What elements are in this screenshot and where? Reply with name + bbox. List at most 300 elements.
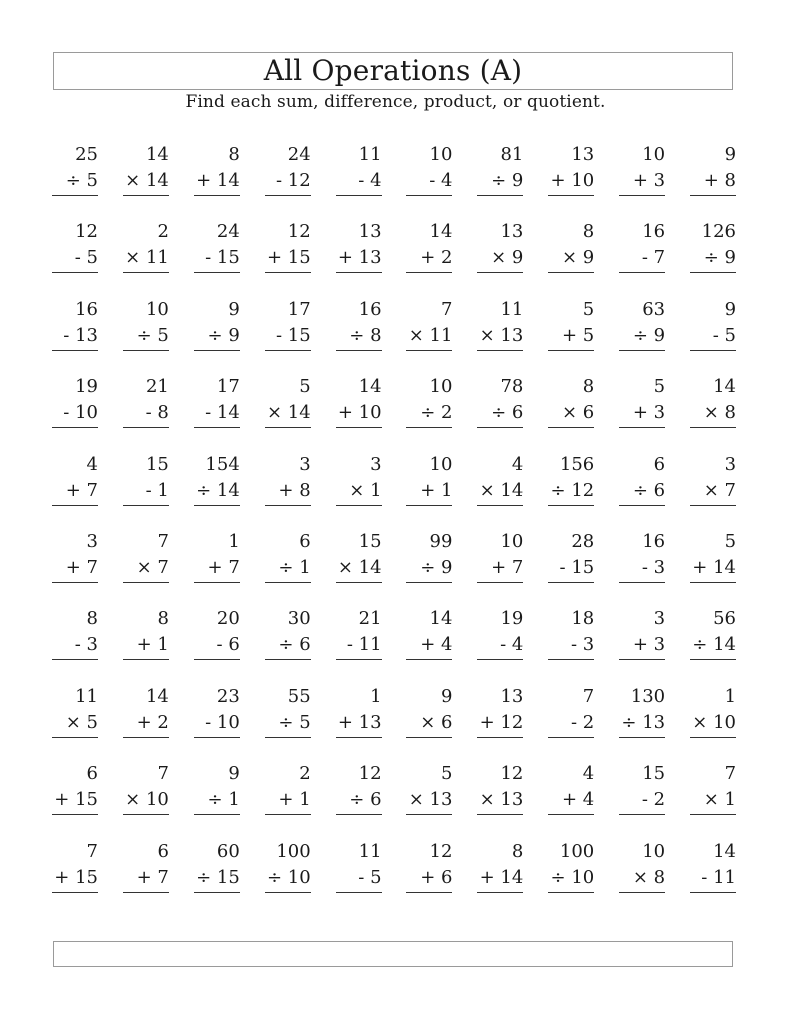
problem [690,761,736,838]
problem-top-number: 8 [86,608,98,630]
problem [123,684,169,761]
problem-operator-line: + 8 [265,478,311,506]
problem-operator-line: × 8 [619,865,665,893]
problem-operator-line: + 12 [477,710,523,738]
problem-operator-line: - 14 [194,400,240,428]
problem-operator-line: ÷ 6 [336,787,382,815]
problem-operator-line: + 7 [194,555,240,583]
problem-top-number: 11 [358,144,382,165]
problem-operator-line: × 9 [548,245,594,273]
problem [477,142,523,219]
problem [690,374,736,451]
problem [52,374,98,451]
problem [123,219,169,296]
title-box [53,52,733,90]
problem-grid [52,142,738,916]
problem [619,684,665,761]
problem [52,839,98,916]
problem-top-number: 14 [429,221,453,243]
problem-top-number: 11 [358,840,382,862]
problem [265,452,311,529]
problem [123,839,169,916]
problem [477,839,523,916]
problem [265,142,311,219]
problem [690,452,736,529]
problem-top-number: 12 [287,221,311,243]
problem-row [52,142,738,219]
problem [265,761,311,838]
problem-top-number: 63 [642,298,666,320]
problem-top-number: 10 [429,453,453,475]
problem [194,142,240,219]
problem-operator-line: - 8 [123,400,169,428]
problem-operator-line: + 7 [52,478,98,506]
problem-top-number: 15 [358,530,382,552]
problem-operator-line: - 2 [548,710,594,738]
problem-operator-line: - 4 [336,168,382,196]
problem-operator-line: ÷ 10 [548,865,594,893]
problem [52,142,98,219]
problem-operator-line: + 2 [123,710,169,738]
problem-operator-line: + 7 [477,555,523,583]
problem-top-number: 10 [429,376,453,398]
problem-operator-line: - 11 [690,865,736,893]
problem-row [52,452,738,529]
problem-operator-line: × 10 [690,710,736,738]
problem [619,219,665,296]
problem-operator-line: ÷ 14 [690,632,736,660]
problem [336,219,382,296]
problem [123,374,169,451]
problem [194,529,240,606]
problem-top-number: 11 [500,298,524,320]
problem-top-number: 9 [228,298,240,320]
problem-operator-line: ÷ 6 [265,632,311,660]
problem-operator-line: + 7 [52,555,98,583]
problem-operator-line: ÷ 6 [477,400,523,428]
problem-operator-line: - 13 [52,323,98,351]
problem-top-number: 19 [500,608,524,630]
problem [406,297,452,374]
problem-operator-line: - 4 [477,632,523,660]
problem-operator-line: + 15 [52,787,98,815]
problem-top-number: 21 [358,608,382,630]
problem [123,761,169,838]
problem [336,684,382,761]
problem-operator-line: ÷ 13 [619,710,665,738]
problem-top-number: 19 [75,376,98,398]
problem-top-number: 10 [429,144,453,165]
problem-operator-line: + 3 [619,400,665,428]
problem [548,684,594,761]
problem-operator-line: + 14 [690,555,736,583]
problem [619,142,665,219]
problem-top-number: 8 [582,376,595,398]
problem-top-number: 5 [724,530,737,552]
problem [265,529,311,606]
problem-operator-line: × 5 [52,710,98,738]
problem-operator-line: - 1 [123,478,169,506]
problem-operator-line: + 1 [406,478,452,506]
problem [548,297,594,374]
problem [477,374,523,451]
problem-top-number: 2 [299,763,311,785]
problem-top-number: 78 [500,376,524,398]
problem-top-number: 1 [370,685,382,707]
problem-operator-line: × 11 [123,245,169,273]
problem-operator-line: - 5 [690,323,736,351]
problem-operator-line: + 13 [336,245,382,273]
problem [194,374,240,451]
problem-operator-line: ÷ 9 [619,323,665,351]
problem-operator-line: ÷ 14 [194,478,240,506]
problem-top-number: 5 [299,376,311,398]
problem-operator-line: ÷ 9 [690,245,736,273]
problem [619,452,665,529]
problem-top-number: 8 [511,840,524,862]
problem-top-number: 8 [228,144,240,165]
problem-top-number: 1 [228,530,240,552]
problem-operator-line: + 10 [548,168,594,196]
problem-operator-line: - 7 [619,245,665,273]
problem [52,219,98,296]
problem-top-number: 99 [429,530,453,552]
problem [265,374,311,451]
problem [194,452,240,529]
problem-operator-line: - 3 [619,555,665,583]
problem-operator-line: - 12 [265,168,311,196]
problem-operator-line: + 3 [619,168,665,196]
problem-operator-line: ÷ 15 [194,865,240,893]
problem-operator-line: - 15 [548,555,594,583]
problem-top-number: 25 [75,144,98,165]
problem [123,297,169,374]
problem [548,529,594,606]
problem-top-number: 5 [653,376,666,398]
problem-operator-line: + 14 [477,865,523,893]
problem-top-number: 14 [713,376,737,398]
problem-top-number: 14 [358,376,382,398]
problem-top-number: 15 [145,453,169,475]
problem-top-number: 24 [287,144,311,165]
problem-operator-line: - 3 [52,632,98,660]
problem-operator-line: + 8 [690,168,736,196]
problem [406,684,452,761]
problem-operator-line: + 14 [194,168,240,196]
problem [477,452,523,529]
problem [52,684,98,761]
problem [477,529,523,606]
problem [265,219,311,296]
problem-operator-line: ÷ 5 [52,168,98,196]
problem-top-number: 28 [571,530,595,552]
problem [406,529,452,606]
problem-operator-line: + 7 [123,865,169,893]
problem-top-number: 24 [216,221,240,243]
problem-operator-line: + 3 [619,632,665,660]
problem-operator-line: × 1 [690,787,736,815]
problem [406,142,452,219]
problem [619,297,665,374]
problem-row [52,374,738,451]
problem [406,606,452,683]
problem-top-number: 10 [145,298,169,320]
problem [123,452,169,529]
problem-top-number: 7 [86,840,98,862]
problem-top-number: 12 [75,221,98,243]
problem [265,839,311,916]
problem-top-number: 55 [287,685,311,707]
problem [52,529,98,606]
problem-top-number: 14 [713,840,737,862]
problem [52,452,98,529]
problem [690,839,736,916]
problem-top-number: 100 [559,840,595,862]
problem [194,297,240,374]
problem-top-number: 14 [145,144,169,165]
problem [548,374,594,451]
problem-top-number: 9 [441,685,453,707]
problem [477,606,523,683]
problem [406,374,452,451]
problem-row [52,606,738,683]
problem-top-number: 3 [299,453,311,475]
problem [336,839,382,916]
problem [548,606,594,683]
problem [123,142,169,219]
problem-operator-line: × 6 [548,400,594,428]
problem-operator-line: - 6 [194,632,240,660]
problem-top-number: 14 [429,608,453,630]
problem-top-number: 154 [205,453,240,475]
problem-top-number: 15 [642,763,666,785]
problem-row [52,684,738,761]
problem-top-number: 6 [653,453,666,475]
problem [194,684,240,761]
problem-operator-line: - 10 [52,400,98,428]
problem-operator-line: + 15 [265,245,311,273]
problem-operator-line: + 4 [548,787,594,815]
problem-top-number: 18 [571,608,595,630]
problem [619,529,665,606]
problem-top-number: 5 [441,763,453,785]
problem [619,761,665,838]
problem [477,297,523,374]
problem-top-number: 10 [642,144,666,165]
problem-top-number: 7 [441,298,453,320]
problem [194,606,240,683]
problem [477,219,523,296]
problem-operator-line: × 14 [123,168,169,196]
problem [265,606,311,683]
problem-operator-line: × 10 [123,787,169,815]
problem-top-number: 23 [216,685,240,707]
problem-top-number: 126 [701,221,737,243]
problem [690,684,736,761]
problem-top-number: 6 [157,840,169,862]
problem-operator-line: × 14 [336,555,382,583]
problem-operator-line: - 5 [336,865,382,893]
problem-operator-line: ÷ 6 [619,478,665,506]
problem-operator-line: ÷ 9 [477,168,523,196]
problem-operator-line: ÷ 12 [548,478,594,506]
problem-operator-line: + 4 [406,632,452,660]
problem-top-number: 130 [630,685,666,707]
problem-top-number: 16 [642,221,666,243]
problem [548,219,594,296]
problem [265,297,311,374]
problem [123,529,169,606]
problem [690,606,736,683]
problem-operator-line: + 2 [406,245,452,273]
problem-top-number: 3 [86,530,98,552]
problem-top-number: 7 [582,685,595,707]
problem-top-number: 13 [358,221,382,243]
problem [194,839,240,916]
problem-operator-line: × 8 [690,400,736,428]
problem-top-number: 20 [216,608,240,630]
problem-top-number: 13 [571,144,595,165]
problem-operator-line: × 13 [477,323,523,351]
problem-row [52,761,738,838]
problem-operator-line: + 10 [336,400,382,428]
problem-operator-line: + 1 [265,787,311,815]
problem-operator-line: ÷ 2 [406,400,452,428]
problem-operator-line: × 7 [123,555,169,583]
problem-top-number: 8 [157,608,169,630]
problem-top-number: 156 [559,453,595,475]
problem-operator-line: × 11 [406,323,452,351]
problem-top-number: 4 [511,453,524,475]
problem [265,684,311,761]
problem-operator-line: × 14 [477,478,523,506]
problem-operator-line: ÷ 9 [406,555,452,583]
problem-top-number: 12 [500,763,524,785]
problem-top-number: 11 [75,685,98,707]
problem-top-number: 16 [358,298,382,320]
problem-row [52,219,738,296]
problem [406,219,452,296]
problem-top-number: 8 [582,221,595,243]
problem-top-number: 3 [370,453,382,475]
problem-top-number: 1 [724,685,737,707]
problem-operator-line: - 15 [265,323,311,351]
problem-operator-line: + 6 [406,865,452,893]
problem-operator-line: ÷ 10 [265,865,311,893]
problem-operator-line: × 13 [477,787,523,815]
problem [336,606,382,683]
problem-operator-line: + 13 [336,710,382,738]
problem [52,297,98,374]
problem [548,761,594,838]
problem [194,219,240,296]
problem-operator-line: + 5 [548,323,594,351]
problem-row [52,839,738,916]
problem-top-number: 12 [429,840,453,862]
problem-top-number: 56 [713,608,737,630]
problem-top-number: 2 [157,221,169,243]
problem [336,761,382,838]
problem-top-number: 13 [500,685,524,707]
problem [690,529,736,606]
problem-top-number: 9 [228,763,240,785]
problem-top-number: 100 [276,840,311,862]
problem-top-number: 3 [653,608,666,630]
problem-top-number: 5 [582,298,595,320]
problem-top-number: 30 [287,608,311,630]
problem-top-number: 81 [500,144,524,165]
worksheet-instructions: Find each sum, difference, product, or quotient. [185,92,606,112]
problem-operator-line: - 15 [194,245,240,273]
problem-operator-line: + 1 [123,632,169,660]
problem-top-number: 13 [500,221,524,243]
problem-operator-line: - 3 [548,632,594,660]
problem-operator-line: × 13 [406,787,452,815]
problem-top-number: 6 [86,763,98,785]
problem [619,374,665,451]
problem-top-number: 7 [157,530,169,552]
problem-operator-line: ÷ 9 [194,323,240,351]
problem [336,142,382,219]
problem-row [52,529,738,606]
problem-top-number: 10 [500,530,524,552]
problem [477,684,523,761]
problem [406,839,452,916]
problem [690,297,736,374]
problem-operator-line: × 9 [477,245,523,273]
problem-operator-line: ÷ 5 [123,323,169,351]
problem [336,374,382,451]
problem [619,839,665,916]
problem-top-number: 60 [216,840,240,862]
problem-row [52,297,738,374]
problem-operator-line: × 1 [336,478,382,506]
answer-footer-box [53,941,733,967]
problem-top-number: 4 [86,453,98,475]
problem [690,219,736,296]
problem [548,839,594,916]
problem-top-number: 17 [287,298,311,320]
worksheet-title: All Operations (A) [263,54,523,87]
problem-operator-line: ÷ 5 [265,710,311,738]
problem-top-number: 10 [642,840,666,862]
problem-top-number: 16 [642,530,666,552]
problem-operator-line: - 10 [194,710,240,738]
problem [406,761,452,838]
problem-operator-line: × 7 [690,478,736,506]
problem-top-number: 21 [145,376,169,398]
problem-operator-line: ÷ 8 [336,323,382,351]
problem [406,452,452,529]
problem [52,761,98,838]
problem-operator-line: - 11 [336,632,382,660]
problem-top-number: 3 [724,453,737,475]
problem-top-number: 7 [724,763,737,785]
problem [336,297,382,374]
problem [548,142,594,219]
problem-operator-line: × 14 [265,400,311,428]
problem-top-number: 9 [724,144,737,165]
problem-operator-line: - 4 [406,168,452,196]
problem [477,761,523,838]
problem-operator-line: × 6 [406,710,452,738]
problem-top-number: 12 [358,763,382,785]
problem [336,529,382,606]
problem-top-number: 17 [216,376,240,398]
problem-top-number: 16 [75,298,98,320]
problem-top-number: 7 [157,763,169,785]
problem-top-number: 4 [582,763,595,785]
